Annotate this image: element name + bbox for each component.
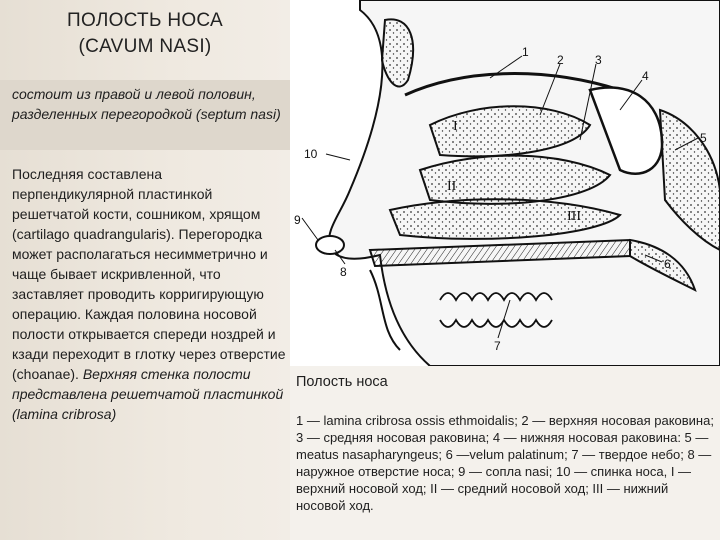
figure-label-4: 4 — [642, 69, 649, 83]
figure-label-I: I — [453, 119, 458, 134]
figure-label-5: 5 — [700, 131, 707, 145]
caption-legend: 1 — lamina cribrosa ossis ethmoidalis; 2 — верхняя носовая раковина; 3 — средняя носовая раковина; 4 — нижняя носовая раковина: 5 — meatus nasapharyngeus; 6 —velum palatinum; 7 — твердое небо; 8 — наружное отверстие носа; 9 — сопла nasi; 10 — спинка носа, I — верхний носовой ход; II — средний носовой ход; III — нижний носовой ход. — [296, 413, 714, 513]
figure-label-3: 3 — [595, 53, 602, 67]
figure-label-II: II — [447, 179, 457, 194]
title-line-2: (CAVUM NASI) — [78, 36, 212, 57]
title-line-1: ПОЛОСТЬ НОСА — [67, 10, 223, 31]
intro-text: состоит из правой и левой половин, разделенных перегородкой (septum nasi) — [12, 86, 281, 122]
nasal-cavity-figure — [290, 0, 720, 366]
body-text-part-2: Верхняя стенка полости представлена решетчатой пластинкой (lamina cribrosa) — [12, 366, 284, 422]
figure-label-6: 6 — [664, 257, 671, 271]
figure-label-1: 1 — [522, 45, 529, 59]
figure-label-7: 7 — [494, 339, 501, 353]
figure-label-2: 2 — [557, 53, 564, 67]
anatomy-illustration — [290, 0, 720, 366]
slide-title — [0, 8, 290, 60]
body-text-part-1: Последняя составлена перпендикулярной пластинкой решетчатой кости, сошником, хрящом (cartilago quadrangularis). Перегородка может располагаться несимметрично и чаще бывает искривленной, что заставляет проводить корригирующую операцию. Каждая половина носовой полости открывается спереди ноздрей и кзади переходит в глотку через отверстие (choanae). — [12, 166, 286, 382]
caption-title: Полость носа — [296, 374, 388, 390]
figure-label-8: 8 — [340, 265, 347, 279]
figure-label-9: 9 — [294, 213, 301, 227]
figure-label-III: III — [567, 209, 581, 224]
body-text — [12, 164, 286, 424]
figure-label-10: 10 — [304, 147, 318, 161]
